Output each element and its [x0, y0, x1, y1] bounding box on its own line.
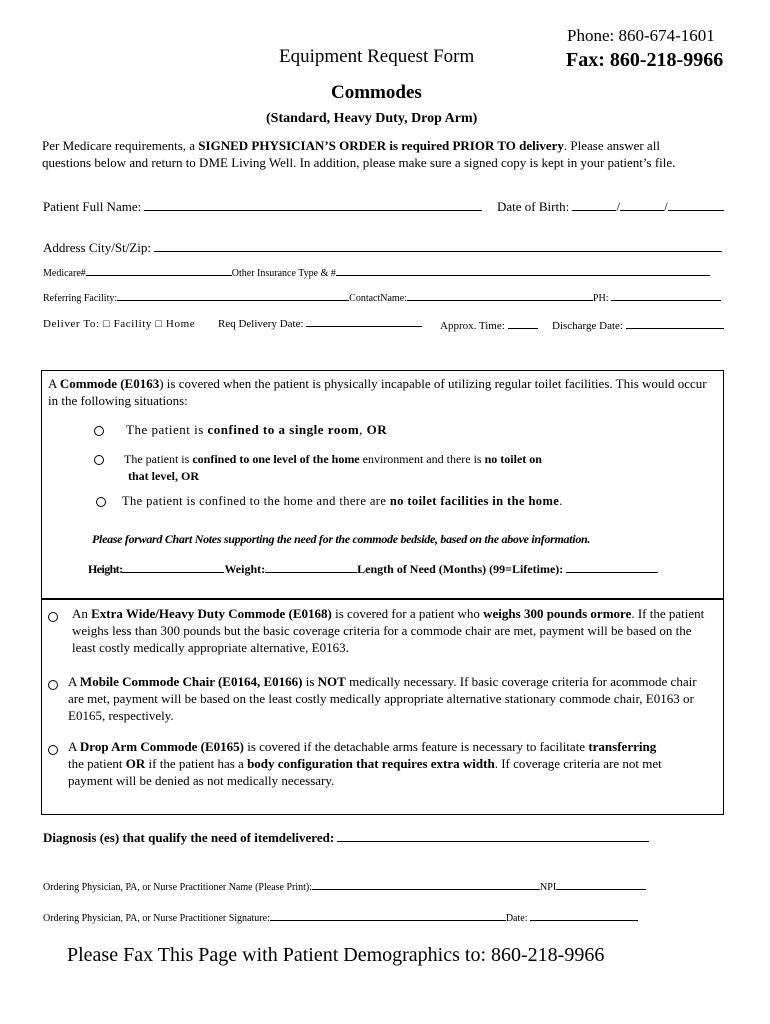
bullet-icon	[48, 741, 64, 759]
form-title: Equipment Request Form	[279, 46, 475, 67]
bullet-icon	[48, 676, 64, 694]
form-subtitle: (Standard, Heavy Duty, Drop Arm)	[266, 111, 478, 126]
drop-arm-commode-text: A Drop Arm Commode (E0165) is covered if the detachable arms feature is necessary to facilitate transferring the patient OR if the patient has a body configuration that requires extra width. If coverage criteria are not met payment will be denied as not medically necessary.	[68, 739, 662, 788]
criteria-item-1: The patient is confined to a single room, OR	[94, 422, 387, 438]
heavy-duty-commode-text: An Extra Wide/Heavy Duty Commode (E0168) is covered for a patient who weighs 300 pounds ormore. If the patient weighs less than 300 pounds but the basic coverage criteria for a commode chair are met, payment will be based on the least costly medically appropriate alternative, E0163.	[72, 606, 705, 655]
referring-field[interactable]: Referring Facility: ContactName: PH:	[43, 293, 721, 304]
diagnosis-field[interactable]: Diagnosis (es) that qualify the need of itemdelivered:	[43, 830, 649, 846]
req-delivery-field[interactable]: Req Delivery Date:	[218, 318, 422, 330]
form-subject: Commodes	[331, 82, 422, 103]
discharge-field[interactable]: Discharge Date:	[552, 320, 724, 332]
bullet-icon	[94, 455, 104, 465]
intro-paragraph: Per Medicare requirements, a SIGNED PHYSICIAN’S ORDER is required PRIOR TO delivery. Please answer all questions below and return to DME Living Well. In addition, please make sure a signed copy is kept in your patient’s file.	[42, 138, 676, 170]
mobile-commode-text: A Mobile Commode Chair (E0164, E0166) is NOT medically necessary. If basic coverage criteria for acommode chair are met, payment will be based on the least costly medically appropriate alternative stationary commode chair, E0163 or E0165, respectively.	[68, 674, 697, 723]
physician-signature-field[interactable]: Ordering Physician, PA, or Nurse Practitioner Signature: Date:	[43, 913, 638, 924]
dob-field[interactable]: Date of Birth: / /	[497, 199, 724, 215]
fax-instructions: Please Fax This Page with Patient Demographics to: 860-218-9966	[67, 944, 605, 966]
bullet-icon	[48, 608, 64, 626]
address-field[interactable]: Address City/St/Zip:	[43, 240, 722, 256]
patient-name-field[interactable]: Patient Full Name:	[43, 199, 482, 215]
physician-name-field[interactable]: Ordering Physician, PA, or Nurse Practitioner Name (Please Print): NPI	[43, 882, 646, 893]
phone-number: Phone: 860-674-1601	[567, 26, 715, 45]
fax-number: Fax: 860-218-9966	[566, 49, 724, 71]
criteria-item-2: The patient is confined to one level of the home environment and there is no toilet on that level, OR	[94, 451, 542, 485]
approx-time-field[interactable]: Approx. Time:	[440, 320, 538, 332]
bullet-icon	[96, 497, 106, 507]
medicare-field[interactable]: Medicare# Other Insurance Type & #	[43, 268, 710, 279]
deliver-to-field[interactable]: Deliver To: □ Facility □ Home	[43, 318, 196, 330]
bullet-icon	[94, 426, 104, 436]
criteria-item-3: The patient is confined to the home and there are no toilet facilities in the home.	[96, 494, 563, 509]
commode-coverage-text: A Commode (E0163) is covered when the patient is physically incapable of utilizing regular toilet facilities. This would occur in the following situations:	[48, 376, 707, 408]
forward-chart-notes: Please forward Chart Notes supporting the need for the commode bedside, based on the above information.	[92, 532, 591, 546]
measurements-row[interactable]: Height: Weight: Length of Need (Months) (99=Lifetime):	[88, 562, 658, 577]
